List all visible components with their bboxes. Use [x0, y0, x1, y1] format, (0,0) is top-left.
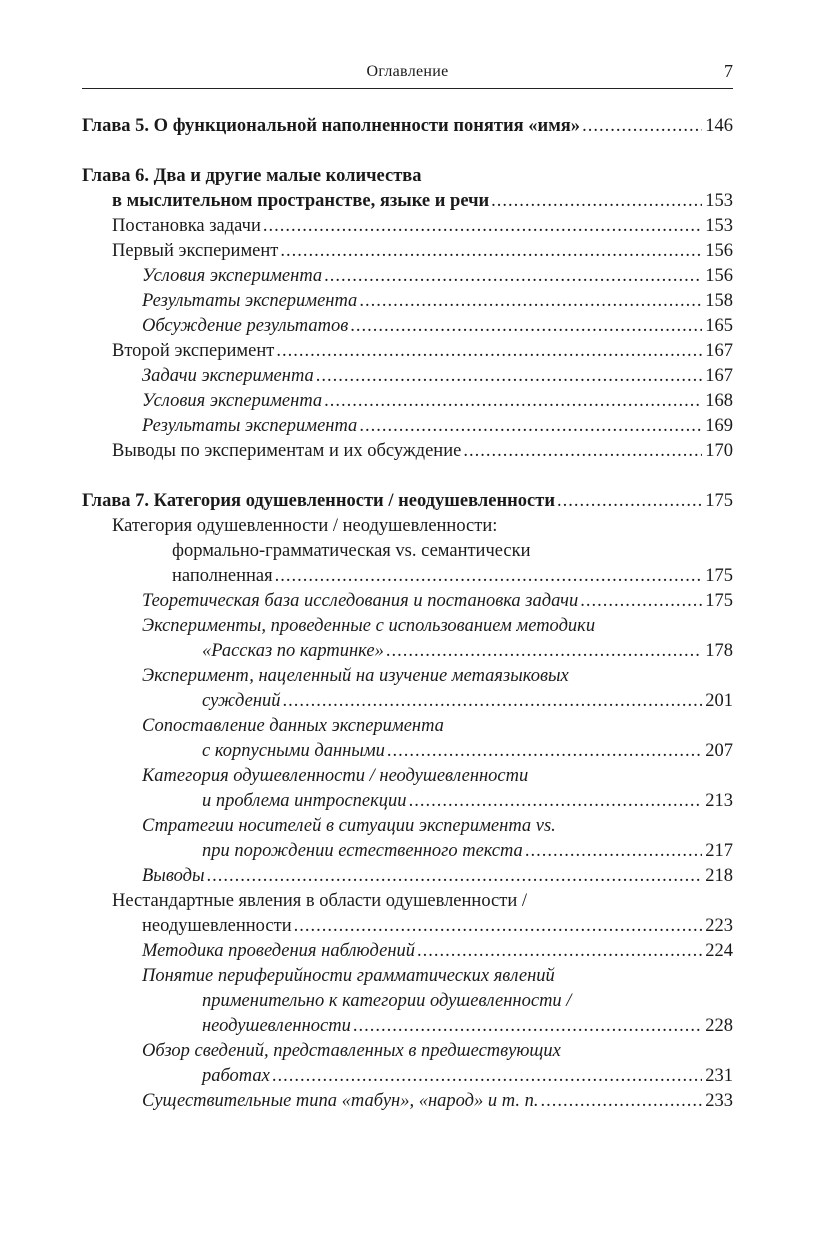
toc-entry-subsection[interactable]: Теоретическая база исследования и постановка задачи ..... 175: [82, 589, 733, 614]
leader-dots: [263, 214, 702, 239]
toc-entry-subsection[interactable]: Результаты эксперимента ..... 169: [82, 414, 733, 439]
toc-entry-subsection[interactable]: Выводы ..... 218: [82, 864, 733, 889]
toc-page: 178: [705, 641, 733, 661]
toc-entry-subsection-cont[interactable]: «Рассказ по картинке» ..... 178: [82, 639, 733, 664]
toc-page: 175: [705, 491, 733, 511]
leader-dots: [359, 289, 702, 314]
toc-entry-chapter-6-cont[interactable]: в мыслительном пространстве, языке и речи ..... 153: [82, 189, 733, 214]
leader-dots: [491, 189, 702, 214]
toc-page: 175: [705, 591, 733, 611]
toc-page: 153: [705, 191, 733, 211]
toc-entry-subsection[interactable]: Условия эксперимента ..... 168: [82, 389, 733, 414]
toc-page: 223: [705, 916, 733, 936]
toc-page: 233: [705, 1091, 733, 1111]
leader-dots: [359, 414, 702, 439]
leader-dots: [324, 264, 702, 289]
leader-dots: [557, 489, 702, 514]
leader-dots: [540, 1089, 702, 1114]
running-header-title: Оглавление: [366, 63, 449, 80]
toc-page: 158: [705, 291, 733, 311]
toc-page: 168: [705, 391, 733, 411]
page-number: 7: [724, 61, 733, 81]
toc-page: 167: [705, 366, 733, 386]
toc-page: 217: [705, 841, 733, 861]
toc-entry-chapter-5[interactable]: Глава 5. О функциональной наполненности понятия «имя» ..... 146: [82, 114, 733, 139]
leader-dots: [283, 689, 703, 714]
toc-entry-subsection[interactable]: Понятие периферийности грамматических явлений: [142, 966, 555, 986]
leader-dots: [386, 639, 702, 664]
toc-entry-section[interactable]: Нестандартные явления в области одушевленности /: [112, 891, 527, 911]
toc-page: 201: [705, 691, 733, 711]
toc-entry-section-cont[interactable]: неодушевленности ..... 223: [82, 914, 733, 939]
toc-page: 213: [705, 791, 733, 811]
running-header: [82, 60, 733, 89]
toc-page: 156: [705, 241, 733, 261]
leader-dots: [294, 914, 703, 939]
toc-page: 169: [705, 416, 733, 436]
toc-page: 231: [705, 1066, 733, 1086]
toc-entry-subsection[interactable]: Эксперимент, нацеленный на изучение метаязыковых: [142, 666, 569, 686]
toc-entry-subsection[interactable]: Результаты эксперимента ..... 158: [82, 289, 733, 314]
toc-entry-chapter-6[interactable]: Глава 6. Два и другие малые количества: [82, 166, 422, 186]
toc-entry-chapter-7[interactable]: Глава 7. Категория одушевленности / неодушевленности ..... 175: [82, 489, 733, 514]
toc-entry-section-cont[interactable]: наполненная ..... 175: [82, 564, 733, 589]
toc-entry-section[interactable]: Выводы по экспериментам и их обсуждение ..... 170: [82, 439, 733, 464]
leader-dots: [207, 864, 703, 889]
toc-entry-subsection-cont[interactable]: суждений ..... 201: [82, 689, 733, 714]
leader-dots: [387, 739, 702, 764]
toc-entry-subsection[interactable]: Эксперименты, проведенные с использованием методики: [142, 616, 596, 636]
toc-entry-section[interactable]: Второй эксперимент ..... 167: [82, 339, 733, 364]
toc-entry-subsection[interactable]: Обсуждение результатов ..... 165: [82, 314, 733, 339]
leader-dots: [316, 364, 702, 389]
toc-entry-section[interactable]: Первый эксперимент ..... 156: [82, 239, 733, 264]
toc-entry-section[interactable]: Постановка задачи ..... 153: [82, 214, 733, 239]
toc-entry-subsection[interactable]: Сопоставление данных эксперимента: [142, 716, 444, 736]
leader-dots: [280, 239, 702, 264]
leader-dots: [272, 1064, 702, 1089]
leader-dots: [350, 314, 702, 339]
toc-page: 146: [705, 116, 733, 136]
leader-dots: [275, 564, 703, 589]
leader-dots: [582, 114, 702, 139]
toc-entry-subsection[interactable]: Стратегии носителей в ситуации эксперимента vs.: [142, 816, 556, 836]
toc-page: 156: [705, 266, 733, 286]
toc-page: 207: [705, 741, 733, 761]
toc-entry-subsection-cont[interactable]: работах ..... 231: [82, 1064, 733, 1089]
toc-page: 153: [705, 216, 733, 236]
toc-entry-subsection-cont[interactable]: применительно к категории одушевленности /: [202, 991, 572, 1011]
toc-page: 228: [705, 1016, 733, 1036]
leader-dots: [525, 839, 702, 864]
toc-entry-subsection-cont[interactable]: при порождении естественного текста ..... 217: [82, 839, 733, 864]
toc-entry-section-cont[interactable]: формально-грамматическая vs. семантически: [172, 541, 531, 561]
toc-entry-subsection-cont[interactable]: с корпусными данными ..... 207: [82, 739, 733, 764]
table-of-contents: [82, 114, 733, 1114]
toc-entry-section[interactable]: Категория одушевленности / неодушевленности:: [112, 516, 498, 536]
toc-entry-subsection[interactable]: Обзор сведений, представленных в предшествующих: [142, 1041, 561, 1061]
leader-dots: [324, 389, 702, 414]
toc-page: 167: [705, 341, 733, 361]
toc-entry-subsection[interactable]: Категория одушевленности / неодушевленности: [142, 766, 529, 786]
toc-page: 218: [705, 866, 733, 886]
leader-dots: [580, 589, 702, 614]
leader-dots: [409, 789, 703, 814]
toc-page: 175: [705, 566, 733, 586]
toc-entry-subsection-cont[interactable]: неодушевленности ..... 228: [82, 1014, 733, 1039]
leader-dots: [463, 439, 702, 464]
leader-dots: [276, 339, 702, 364]
toc-entry-subsection[interactable]: Существительные типа «табун», «народ» и т. п. ..... 233: [82, 1089, 733, 1114]
toc-page: 170: [705, 441, 733, 461]
toc-entry-subsection[interactable]: Методика проведения наблюдений ..... 224: [82, 939, 733, 964]
toc-page: 224: [705, 941, 733, 961]
toc-entry-subsection[interactable]: Условия эксперимента ..... 156: [82, 264, 733, 289]
leader-dots: [417, 939, 702, 964]
toc-entry-subsection-cont[interactable]: и проблема интроспекции ..... 213: [82, 789, 733, 814]
toc-entry-subsection[interactable]: Задачи эксперимента ..... 167: [82, 364, 733, 389]
leader-dots: [353, 1014, 702, 1039]
toc-page: 165: [705, 316, 733, 336]
